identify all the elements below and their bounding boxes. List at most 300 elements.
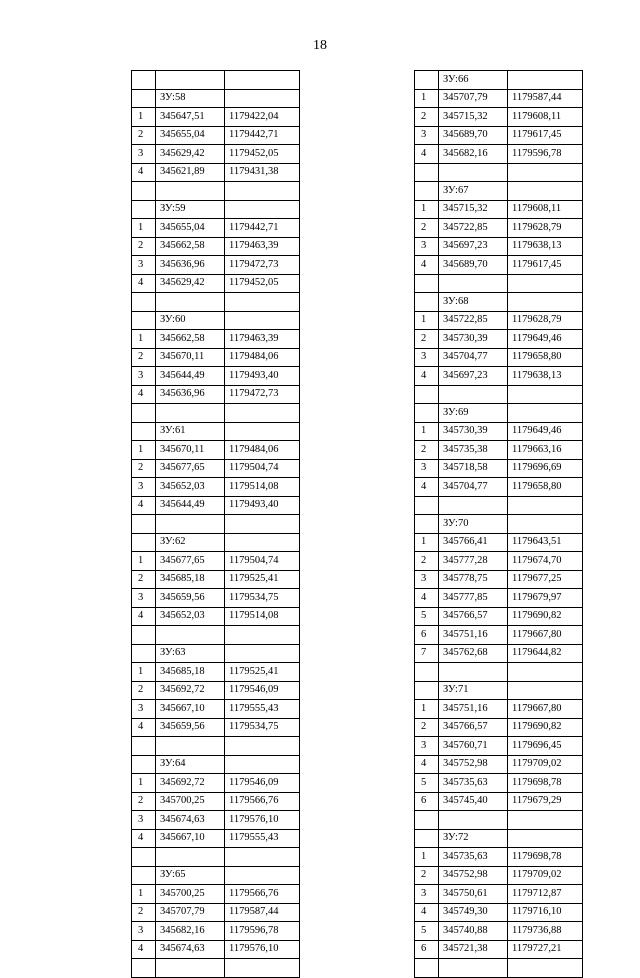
parcel-label-row xyxy=(415,182,583,201)
table-row xyxy=(415,441,583,460)
parcel-label: ЗУ:71 xyxy=(439,681,508,700)
empty-cell xyxy=(225,311,300,330)
empty-cell xyxy=(225,959,300,978)
x-coordinate: 345704,77 xyxy=(439,348,508,367)
empty-cell xyxy=(132,866,156,885)
y-coordinate: 1179514,08 xyxy=(225,607,300,626)
point-number: 3 xyxy=(415,237,439,256)
table-row xyxy=(132,256,300,275)
table-row xyxy=(415,330,583,349)
parcel-label-row xyxy=(132,533,300,552)
x-coordinate: 345636,96 xyxy=(156,256,225,275)
point-number: 5 xyxy=(415,774,439,793)
parcel-label-row xyxy=(132,422,300,441)
point-number: 2 xyxy=(132,792,156,811)
table-row xyxy=(132,903,300,922)
empty-row xyxy=(132,515,300,534)
empty-cell xyxy=(415,385,439,404)
table-row xyxy=(415,552,583,571)
empty-cell xyxy=(415,293,439,312)
parcel-label: ЗУ:59 xyxy=(156,200,225,219)
empty-cell xyxy=(132,182,156,201)
x-coordinate: 345685,18 xyxy=(156,663,225,682)
parcel-label-row xyxy=(415,515,583,534)
empty-cell xyxy=(415,959,439,978)
point-number: 2 xyxy=(132,459,156,478)
y-coordinate: 1179649,46 xyxy=(508,422,583,441)
table-row xyxy=(415,718,583,737)
empty-cell xyxy=(508,496,583,515)
empty-row xyxy=(415,496,583,515)
table-row xyxy=(132,367,300,386)
x-coordinate: 345721,38 xyxy=(439,940,508,959)
point-number: 6 xyxy=(415,626,439,645)
x-coordinate: 345692,72 xyxy=(156,681,225,700)
y-coordinate: 1179422,04 xyxy=(225,108,300,127)
parcel-label xyxy=(156,848,225,867)
y-coordinate: 1179663,16 xyxy=(508,441,583,460)
point-number: 3 xyxy=(415,348,439,367)
table-row xyxy=(415,219,583,238)
empty-cell xyxy=(225,533,300,552)
empty-cell xyxy=(415,274,439,293)
y-coordinate: 1179463,39 xyxy=(225,330,300,349)
table-row xyxy=(415,422,583,441)
point-number: 4 xyxy=(132,607,156,626)
y-coordinate: 1179546,09 xyxy=(225,681,300,700)
empty-cell xyxy=(508,385,583,404)
empty-cell xyxy=(132,737,156,756)
point-number: 1 xyxy=(132,441,156,460)
empty-cell xyxy=(508,71,583,90)
x-coordinate: 345662,58 xyxy=(156,330,225,349)
x-coordinate: 345760,71 xyxy=(439,737,508,756)
parcel-label: ЗУ:67 xyxy=(439,182,508,201)
point-number: 3 xyxy=(132,478,156,497)
y-coordinate: 1179525,41 xyxy=(225,663,300,682)
x-coordinate: 345778,75 xyxy=(439,570,508,589)
y-coordinate: 1179698,78 xyxy=(508,774,583,793)
table-row xyxy=(415,348,583,367)
table-row xyxy=(132,718,300,737)
table-row xyxy=(132,607,300,626)
y-coordinate: 1179716,10 xyxy=(508,903,583,922)
point-number: 4 xyxy=(415,145,439,164)
empty-row xyxy=(415,663,583,682)
empty-row xyxy=(132,626,300,645)
parcel-label xyxy=(439,496,508,515)
y-coordinate: 1179712,87 xyxy=(508,885,583,904)
x-coordinate: 345629,42 xyxy=(156,145,225,164)
y-coordinate: 1179504,74 xyxy=(225,552,300,571)
y-coordinate: 1179493,40 xyxy=(225,496,300,515)
empty-cell xyxy=(508,274,583,293)
empty-cell xyxy=(225,89,300,108)
x-coordinate: 345735,63 xyxy=(439,848,508,867)
point-number: 2 xyxy=(132,903,156,922)
point-number: 5 xyxy=(415,922,439,941)
empty-cell xyxy=(225,737,300,756)
x-coordinate: 345735,38 xyxy=(439,441,508,460)
x-coordinate: 345722,85 xyxy=(439,219,508,238)
point-number: 3 xyxy=(132,256,156,275)
y-coordinate: 1179596,78 xyxy=(225,922,300,941)
table-row xyxy=(132,663,300,682)
x-coordinate: 345722,85 xyxy=(439,311,508,330)
y-coordinate: 1179658,80 xyxy=(508,478,583,497)
parcel-label xyxy=(156,737,225,756)
empty-cell xyxy=(132,515,156,534)
x-coordinate: 345715,32 xyxy=(439,200,508,219)
empty-row xyxy=(415,811,583,830)
x-coordinate: 345677,65 xyxy=(156,459,225,478)
empty-cell xyxy=(415,71,439,90)
empty-cell xyxy=(225,71,300,90)
y-coordinate: 1179442,71 xyxy=(225,126,300,145)
parcel-label xyxy=(156,515,225,534)
empty-row xyxy=(132,182,300,201)
table-row xyxy=(132,792,300,811)
empty-row xyxy=(132,737,300,756)
empty-cell xyxy=(225,200,300,219)
table-row xyxy=(415,311,583,330)
x-coordinate: 345682,16 xyxy=(439,145,508,164)
table-row xyxy=(415,885,583,904)
empty-cell xyxy=(225,422,300,441)
point-number: 1 xyxy=(415,311,439,330)
y-coordinate: 1179463,39 xyxy=(225,237,300,256)
point-number: 2 xyxy=(415,441,439,460)
point-number: 2 xyxy=(415,219,439,238)
point-number: 2 xyxy=(415,718,439,737)
point-number: 1 xyxy=(415,848,439,867)
table-row xyxy=(415,126,583,145)
empty-cell xyxy=(415,182,439,201)
empty-cell xyxy=(132,755,156,774)
empty-cell xyxy=(132,200,156,219)
empty-cell xyxy=(415,681,439,700)
point-number: 3 xyxy=(132,367,156,386)
empty-cell xyxy=(132,404,156,423)
point-number: 2 xyxy=(415,108,439,127)
parcel-label xyxy=(439,163,508,182)
y-coordinate: 1179525,41 xyxy=(225,570,300,589)
x-coordinate: 345777,85 xyxy=(439,589,508,608)
y-coordinate: 1179690,82 xyxy=(508,607,583,626)
y-coordinate: 1179504,74 xyxy=(225,459,300,478)
x-coordinate: 345718,58 xyxy=(439,459,508,478)
table-row xyxy=(132,681,300,700)
parcel-label: ЗУ:60 xyxy=(156,311,225,330)
x-coordinate: 345735,63 xyxy=(439,774,508,793)
table-row xyxy=(415,367,583,386)
x-coordinate: 345647,51 xyxy=(156,108,225,127)
parcel-label-row xyxy=(132,311,300,330)
point-number: 2 xyxy=(132,681,156,700)
empty-cell xyxy=(225,848,300,867)
point-number: 4 xyxy=(415,589,439,608)
table-row xyxy=(415,145,583,164)
parcel-label xyxy=(156,959,225,978)
point-number: 1 xyxy=(132,774,156,793)
y-coordinate: 1179696,69 xyxy=(508,459,583,478)
x-coordinate: 345659,56 xyxy=(156,718,225,737)
empty-row xyxy=(415,385,583,404)
y-coordinate: 1179667,80 xyxy=(508,626,583,645)
coordinates-table-left xyxy=(131,70,300,978)
table-row xyxy=(415,644,583,663)
x-coordinate: 345700,25 xyxy=(156,885,225,904)
empty-cell xyxy=(225,293,300,312)
empty-cell xyxy=(132,89,156,108)
x-coordinate: 345715,32 xyxy=(439,108,508,127)
x-coordinate: 345667,10 xyxy=(156,829,225,848)
x-coordinate: 345752,98 xyxy=(439,755,508,774)
y-coordinate: 1179677,25 xyxy=(508,570,583,589)
y-coordinate: 1179555,43 xyxy=(225,700,300,719)
point-number: 2 xyxy=(132,237,156,256)
parcel-label: ЗУ:68 xyxy=(439,293,508,312)
y-coordinate: 1179628,79 xyxy=(508,311,583,330)
table-row xyxy=(132,219,300,238)
point-number: 3 xyxy=(415,885,439,904)
point-number: 3 xyxy=(132,145,156,164)
table-row xyxy=(415,626,583,645)
empty-cell xyxy=(415,663,439,682)
empty-row xyxy=(415,163,583,182)
parcel-label-row xyxy=(132,755,300,774)
point-number: 1 xyxy=(415,89,439,108)
table-row xyxy=(415,89,583,108)
y-coordinate: 1179644,82 xyxy=(508,644,583,663)
parcel-label-row xyxy=(132,644,300,663)
y-coordinate: 1179576,10 xyxy=(225,811,300,830)
empty-cell xyxy=(415,163,439,182)
y-coordinate: 1179555,43 xyxy=(225,829,300,848)
parcel-label xyxy=(156,404,225,423)
table-row xyxy=(132,441,300,460)
empty-cell xyxy=(415,829,439,848)
x-coordinate: 345652,03 xyxy=(156,607,225,626)
parcel-label xyxy=(439,274,508,293)
parcel-label xyxy=(439,811,508,830)
y-coordinate: 1179649,46 xyxy=(508,330,583,349)
table-row xyxy=(415,570,583,589)
parcel-label: ЗУ:66 xyxy=(439,71,508,90)
point-number: 4 xyxy=(415,478,439,497)
y-coordinate: 1179643,51 xyxy=(508,533,583,552)
x-coordinate: 345644,49 xyxy=(156,496,225,515)
point-number: 1 xyxy=(415,200,439,219)
y-coordinate: 1179698,78 xyxy=(508,848,583,867)
table-row xyxy=(415,848,583,867)
empty-cell xyxy=(508,959,583,978)
y-coordinate: 1179736,88 xyxy=(508,922,583,941)
y-coordinate: 1179534,75 xyxy=(225,718,300,737)
point-number: 4 xyxy=(132,385,156,404)
x-coordinate: 345740,88 xyxy=(439,922,508,941)
point-number: 1 xyxy=(132,330,156,349)
page-number: 18 xyxy=(313,38,327,53)
parcel-label-row xyxy=(415,404,583,423)
x-coordinate: 345730,39 xyxy=(439,422,508,441)
parcel-label: ЗУ:58 xyxy=(156,89,225,108)
x-coordinate: 345697,23 xyxy=(439,367,508,386)
table-row xyxy=(415,607,583,626)
empty-cell xyxy=(225,866,300,885)
point-number: 4 xyxy=(132,940,156,959)
point-number: 3 xyxy=(132,922,156,941)
x-coordinate: 345659,56 xyxy=(156,589,225,608)
table-row xyxy=(132,330,300,349)
table-row xyxy=(132,348,300,367)
empty-row xyxy=(132,293,300,312)
empty-cell xyxy=(508,404,583,423)
empty-cell xyxy=(508,663,583,682)
x-coordinate: 345697,23 xyxy=(439,237,508,256)
parcel-label xyxy=(156,182,225,201)
x-coordinate: 345766,57 xyxy=(439,607,508,626)
table-row xyxy=(415,589,583,608)
x-coordinate: 345621,89 xyxy=(156,163,225,182)
table-row xyxy=(415,700,583,719)
point-number: 4 xyxy=(415,367,439,386)
empty-cell xyxy=(132,533,156,552)
empty-cell xyxy=(415,515,439,534)
y-coordinate: 1179452,05 xyxy=(225,274,300,293)
table-row xyxy=(415,755,583,774)
point-number: 4 xyxy=(415,903,439,922)
empty-cell xyxy=(415,404,439,423)
table-row xyxy=(415,774,583,793)
table-row xyxy=(132,274,300,293)
x-coordinate: 345752,98 xyxy=(439,866,508,885)
parcel-label: ЗУ:63 xyxy=(156,644,225,663)
table-row xyxy=(132,163,300,182)
empty-cell xyxy=(508,811,583,830)
y-coordinate: 1179667,80 xyxy=(508,700,583,719)
table-row xyxy=(132,496,300,515)
x-coordinate: 345777,28 xyxy=(439,552,508,571)
y-coordinate: 1179617,45 xyxy=(508,256,583,275)
point-number: 1 xyxy=(132,885,156,904)
y-coordinate: 1179566,76 xyxy=(225,792,300,811)
table-row xyxy=(132,145,300,164)
y-coordinate: 1179617,45 xyxy=(508,126,583,145)
x-coordinate: 345655,04 xyxy=(156,219,225,238)
empty-cell xyxy=(132,422,156,441)
empty-cell xyxy=(415,811,439,830)
y-coordinate: 1179566,76 xyxy=(225,885,300,904)
table-row xyxy=(132,589,300,608)
x-coordinate: 345655,04 xyxy=(156,126,225,145)
y-coordinate: 1179638,13 xyxy=(508,237,583,256)
table-row xyxy=(132,126,300,145)
table-row xyxy=(415,200,583,219)
x-coordinate: 345677,65 xyxy=(156,552,225,571)
empty-row xyxy=(132,959,300,978)
y-coordinate: 1179493,40 xyxy=(225,367,300,386)
x-coordinate: 345644,49 xyxy=(156,367,225,386)
parcel-label xyxy=(156,71,225,90)
point-number: 4 xyxy=(132,163,156,182)
parcel-label xyxy=(439,663,508,682)
x-coordinate: 345730,39 xyxy=(439,330,508,349)
parcel-label-row xyxy=(132,866,300,885)
table-row xyxy=(132,940,300,959)
table-row xyxy=(415,459,583,478)
parcel-label-row xyxy=(415,829,583,848)
empty-cell xyxy=(225,182,300,201)
empty-cell xyxy=(132,848,156,867)
y-coordinate: 1179674,70 xyxy=(508,552,583,571)
x-coordinate: 345692,72 xyxy=(156,774,225,793)
y-coordinate: 1179484,06 xyxy=(225,348,300,367)
table-row xyxy=(132,478,300,497)
point-number: 2 xyxy=(132,348,156,367)
point-number: 1 xyxy=(132,108,156,127)
point-number: 2 xyxy=(415,330,439,349)
empty-row xyxy=(415,959,583,978)
table-row xyxy=(132,237,300,256)
table-row xyxy=(132,811,300,830)
x-coordinate: 345689,70 xyxy=(439,126,508,145)
point-number: 3 xyxy=(132,700,156,719)
empty-row xyxy=(132,848,300,867)
empty-cell xyxy=(225,644,300,663)
table-row xyxy=(132,570,300,589)
table-row xyxy=(132,774,300,793)
x-coordinate: 345674,63 xyxy=(156,811,225,830)
empty-row xyxy=(132,404,300,423)
table-row xyxy=(415,108,583,127)
point-number: 4 xyxy=(415,755,439,774)
point-number: 3 xyxy=(132,811,156,830)
empty-cell xyxy=(132,293,156,312)
y-coordinate: 1179690,82 xyxy=(508,718,583,737)
point-number: 4 xyxy=(132,496,156,515)
y-coordinate: 1179608,11 xyxy=(508,200,583,219)
point-number: 1 xyxy=(415,533,439,552)
point-number: 4 xyxy=(132,274,156,293)
point-number: 3 xyxy=(415,126,439,145)
empty-cell xyxy=(132,644,156,663)
x-coordinate: 345707,79 xyxy=(439,89,508,108)
empty-cell xyxy=(508,182,583,201)
parcel-label-row xyxy=(415,681,583,700)
table-row xyxy=(415,737,583,756)
y-coordinate: 1179442,71 xyxy=(225,219,300,238)
point-number: 3 xyxy=(415,459,439,478)
parcel-label: ЗУ:64 xyxy=(156,755,225,774)
table-row xyxy=(132,885,300,904)
point-number: 3 xyxy=(415,737,439,756)
y-coordinate: 1179431,38 xyxy=(225,163,300,182)
x-coordinate: 345689,70 xyxy=(439,256,508,275)
y-coordinate: 1179709,02 xyxy=(508,866,583,885)
parcel-label: ЗУ:72 xyxy=(439,829,508,848)
y-coordinate: 1179679,97 xyxy=(508,589,583,608)
empty-cell xyxy=(132,311,156,330)
point-number: 3 xyxy=(415,570,439,589)
point-number: 4 xyxy=(132,829,156,848)
parcel-label xyxy=(156,626,225,645)
y-coordinate: 1179608,11 xyxy=(508,108,583,127)
point-number: 2 xyxy=(132,126,156,145)
empty-cell xyxy=(508,681,583,700)
y-coordinate: 1179587,44 xyxy=(508,89,583,108)
point-number: 1 xyxy=(132,219,156,238)
